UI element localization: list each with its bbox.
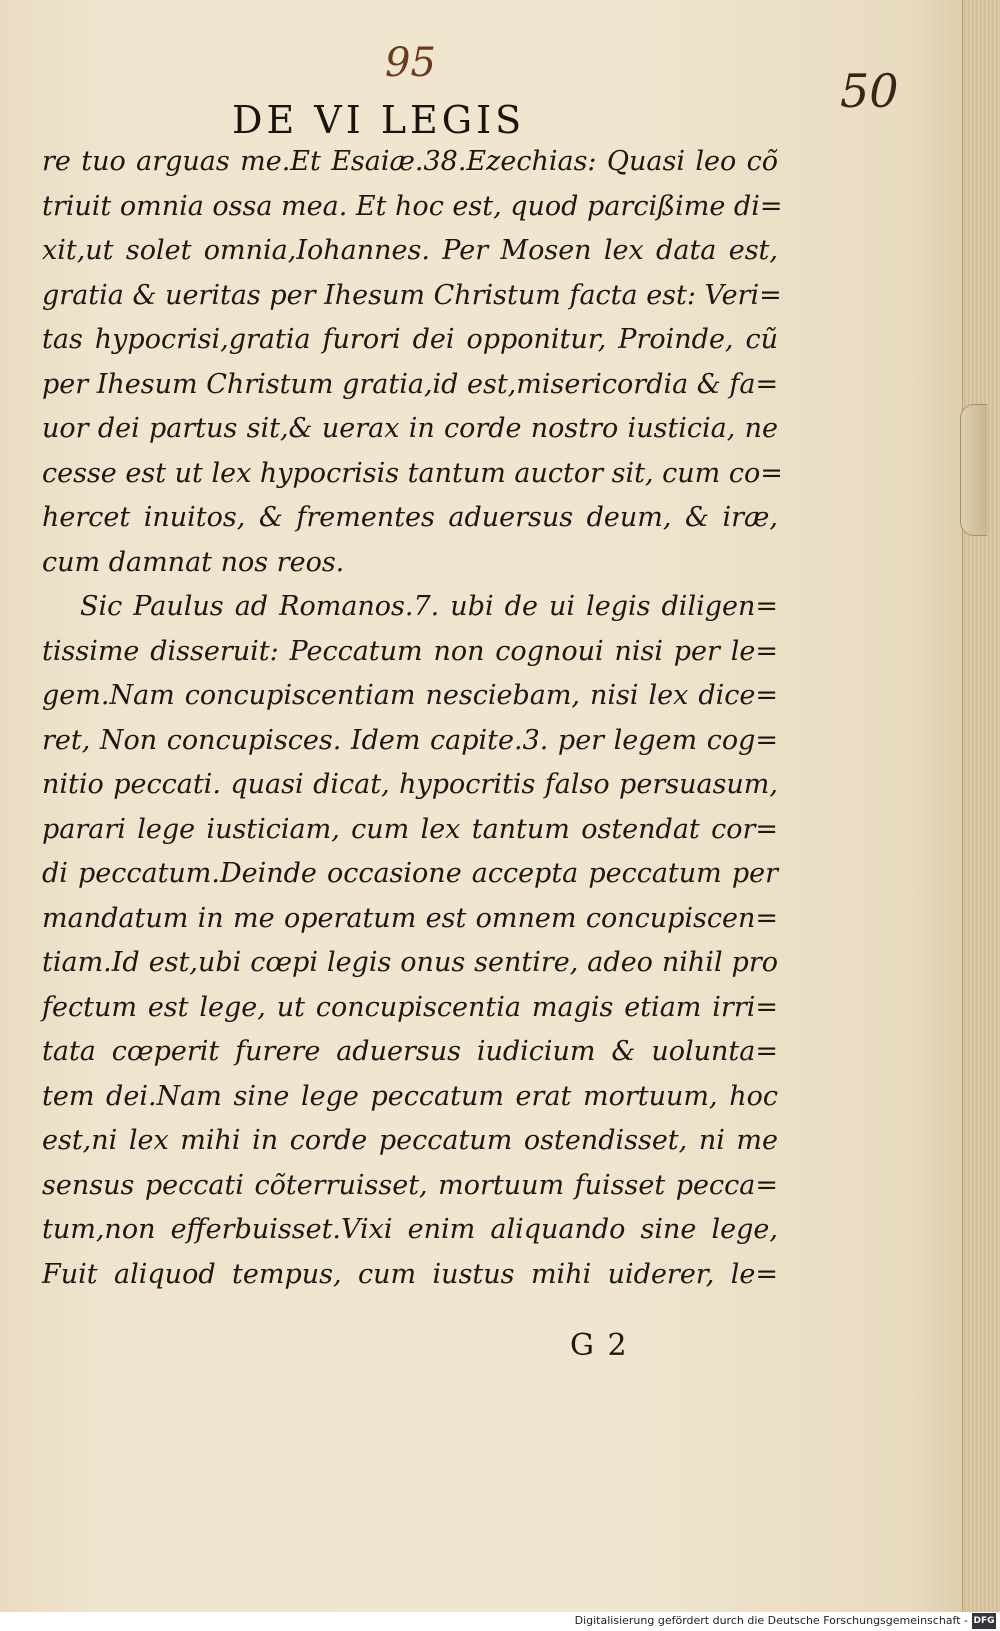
text-line: sensus peccati cõterruisset, mortuum fuisset pecca= — [42, 1169, 778, 1201]
page-clip — [960, 404, 987, 536]
text-line: tissime disseruit: Peccatum non cognoui nisi per le= — [42, 635, 778, 667]
text-line: tem dei.Nam sine lege peccatum erat mortuum, hoc — [42, 1080, 778, 1112]
text-line: re tuo arguas me.Et Esaiæ.38.Ezechias: Quasi leo cõ — [42, 146, 778, 177]
text-line: tum,non efferbuisset.Vixi enim aliquando sine lege, — [42, 1214, 778, 1245]
footer-credit: Digitalisierung gefördert durch die Deutsche Forschungsgemeinschaft - — [574, 1614, 968, 1627]
text-line: ret, Non concupisces. Idem capite.3. per legem cog= — [42, 724, 778, 756]
text-line: triuit omnia ossa mea. Et hoc est, quod parcißime di= — [42, 190, 783, 222]
text-line: parari lege iusticiam, cum lex tantum ostendat cor= — [42, 813, 778, 845]
handwritten-folio-left: 95 — [385, 40, 436, 86]
text-line: fectum est lege, ut concupiscentia magis etiam irri= — [42, 991, 778, 1023]
text-line: cesse est ut lex hypocrisis tantum auctor sit, cum co= — [42, 457, 783, 489]
text-line: tiam.Id est,ubi cœpi legis onus sentire, adeo nihil pro — [42, 947, 778, 978]
text-line: di peccatum.Deinde occasione accepta peccatum per — [42, 858, 778, 889]
text-line: nitio peccati. quasi dicat, hypocritis falso persuasum, — [42, 769, 778, 800]
text-line: Fuit aliquod tempus, cum iustus mihi uiderer, le= — [42, 1258, 778, 1290]
dfg-logo: DFG — [972, 1613, 996, 1629]
page-edge — [962, 0, 1000, 1612]
text-line: hercet inuitos, & frementes aduersus deum, & iræ, — [42, 502, 778, 533]
body-text — [42, 140, 783, 1297]
text-line: Sic Paulus ad Romanos.7. ubi de ui legis diligen= — [80, 591, 778, 622]
text-line: gratia & ueritas per Ihesum Christum facta est: Veri= — [42, 279, 782, 311]
text-line: uor dei partus sit,& uerax in corde nostro iusticia, ne — [42, 413, 778, 444]
text-line: xit,ut solet omnia,Iohannes. Per Mosen lex data est, — [42, 235, 778, 266]
running-head: DE VI LEGIS — [232, 98, 526, 142]
text-line: cum damnat nos reos. — [42, 546, 345, 578]
text-line: tas hypocrisi,gratia furori dei opponitur, Proinde, cũ — [42, 324, 778, 355]
text-line: est,ni lex mihi in corde peccatum ostendisset, ni me — [42, 1125, 778, 1156]
text-line: per Ihesum Christum gratia,id est,misericordia & fa= — [42, 368, 779, 400]
text-line: tata cœperit furere aduersus iudicium & uolunta= — [42, 1036, 778, 1067]
signature-mark: G 2 — [570, 1328, 629, 1363]
handwritten-folio-right: 50 — [840, 64, 899, 118]
text-line: mandatum in me operatum est omnem concupiscen= — [42, 902, 778, 934]
text-line: gem.Nam concupiscentiam nesciebam, nisi lex dice= — [42, 680, 778, 711]
